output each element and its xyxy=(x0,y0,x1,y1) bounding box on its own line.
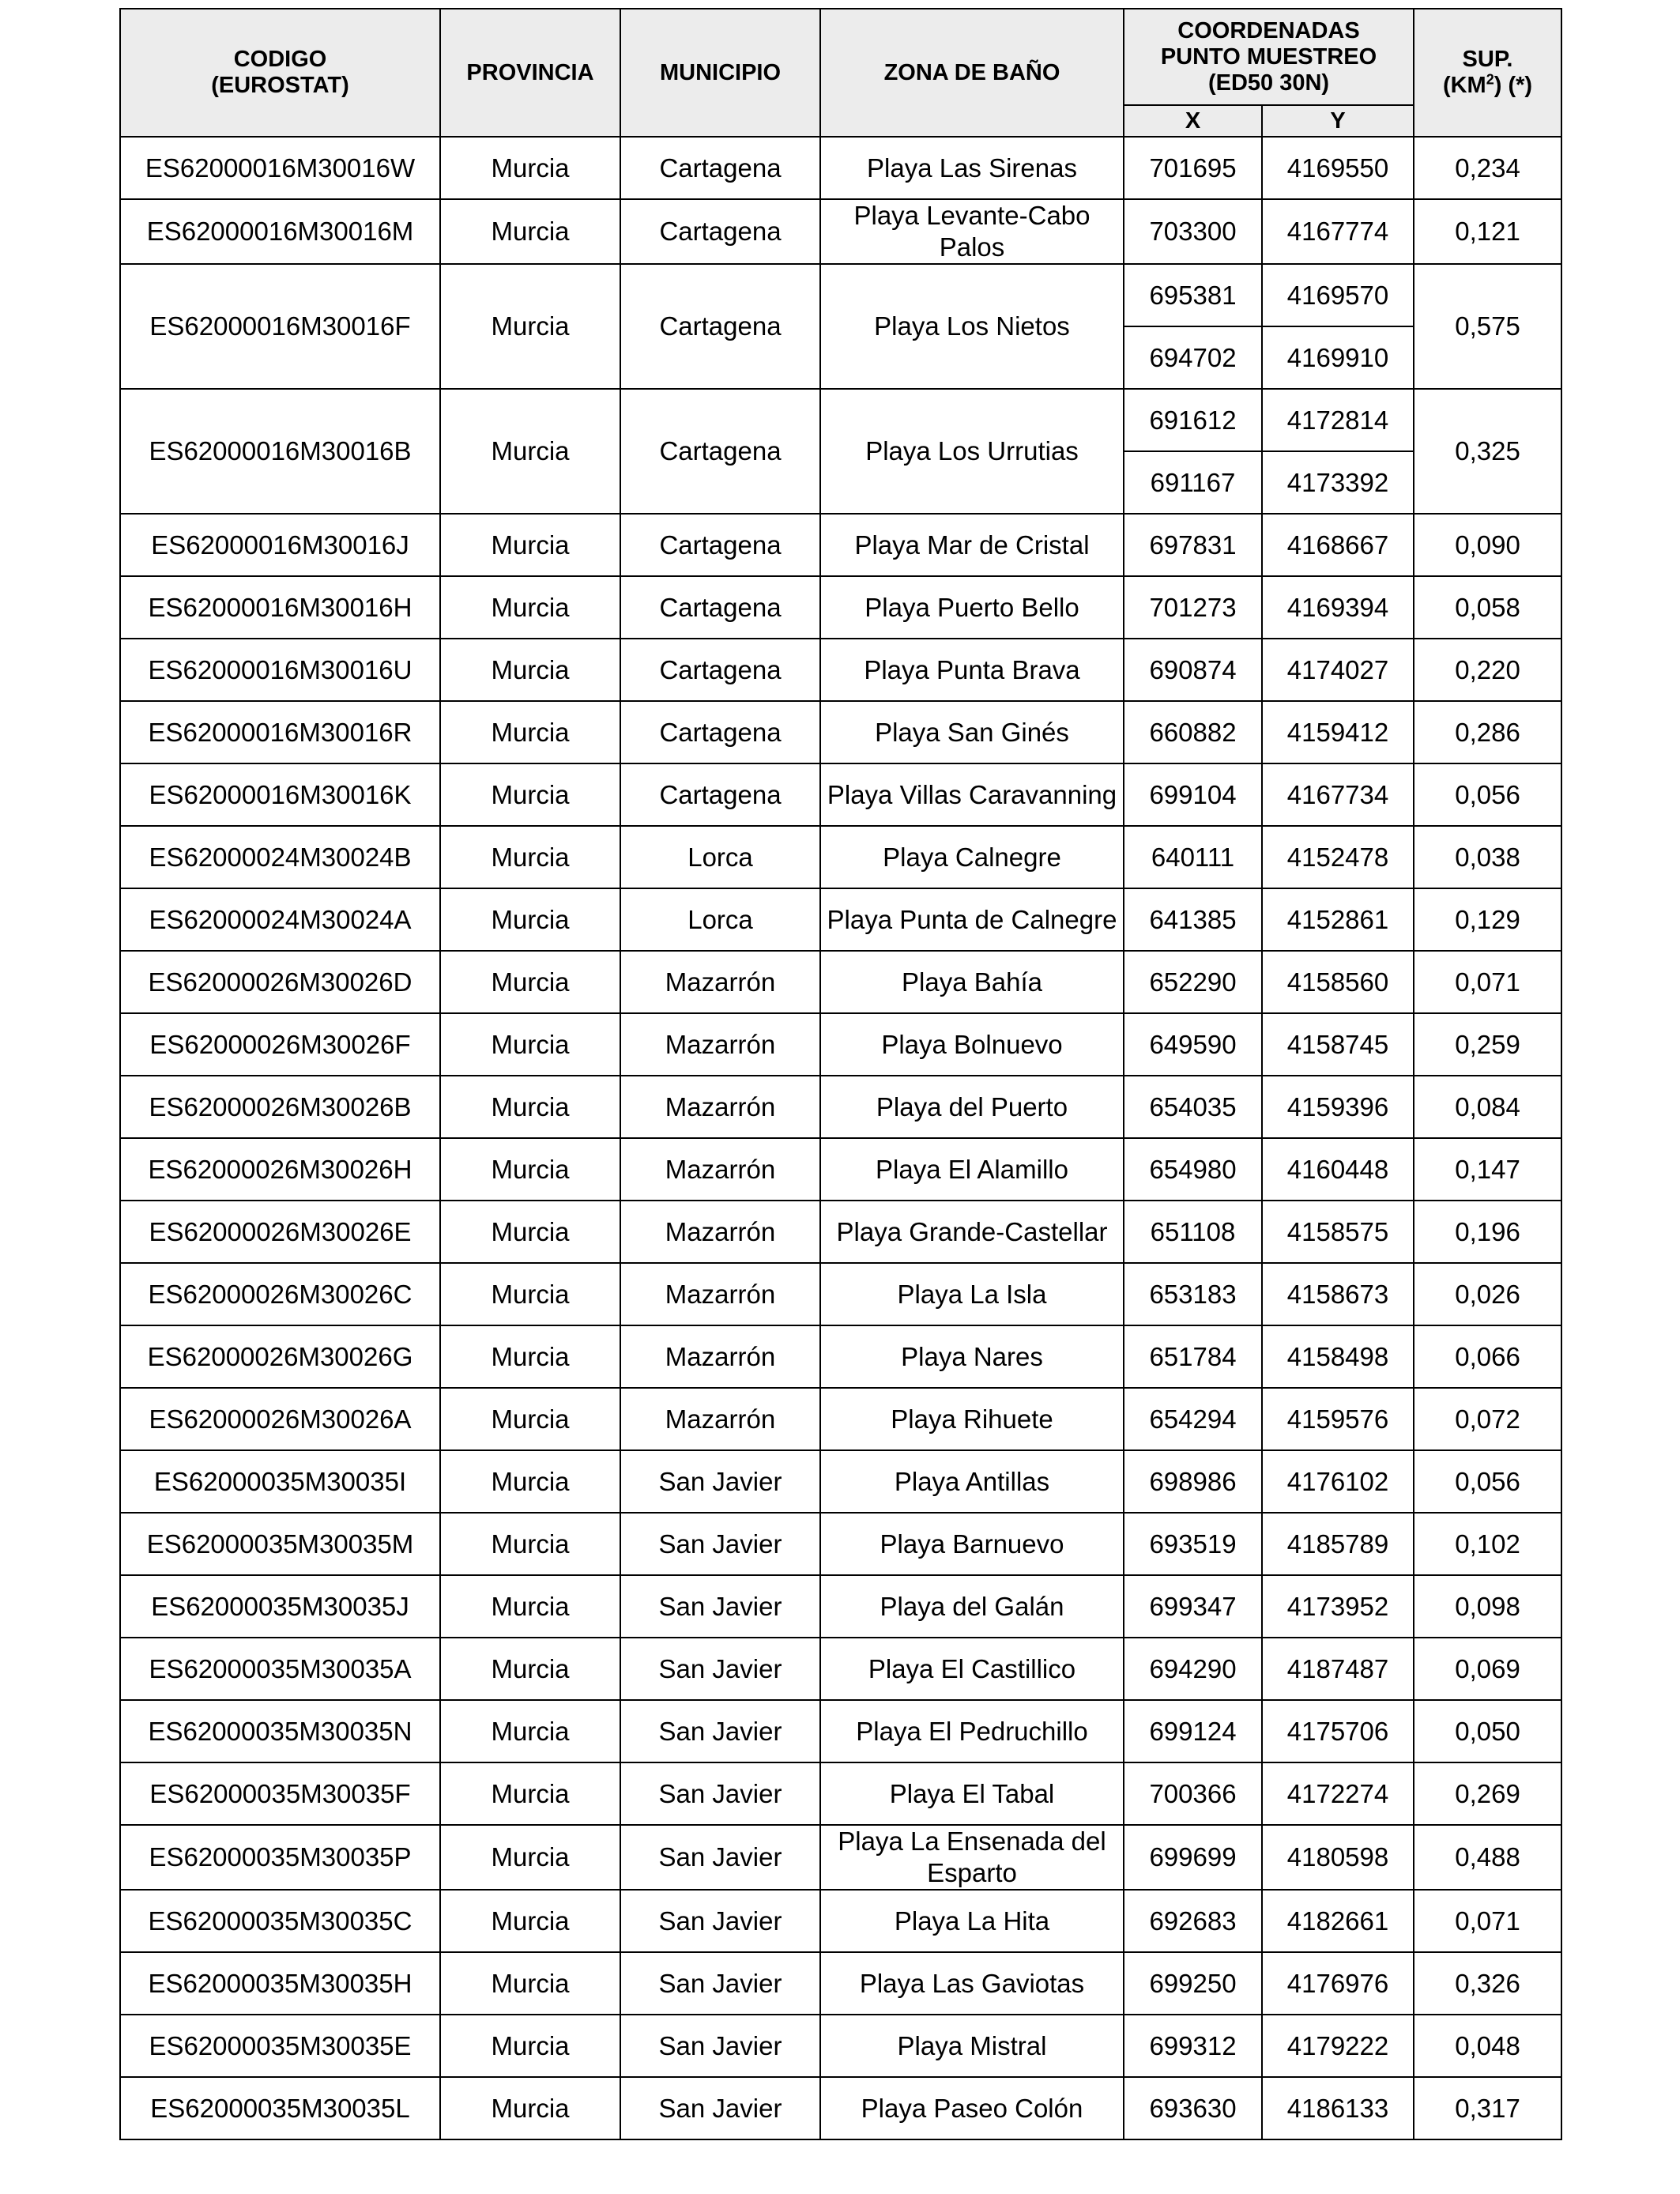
cell-x: 649590 xyxy=(1124,1013,1262,1076)
header-zona: ZONA DE BAÑO xyxy=(820,9,1124,137)
cell-x: 654980 xyxy=(1124,1138,1262,1201)
cell-y: 4186133 xyxy=(1262,2077,1414,2139)
cell-x: 691167 xyxy=(1124,451,1262,514)
cell-municipio: Cartagena xyxy=(620,639,820,701)
table-row xyxy=(120,1575,1561,1638)
cell-y: 4158560 xyxy=(1262,951,1414,1013)
cell-municipio: Mazarrón xyxy=(620,951,820,1013)
cell-y: 4169910 xyxy=(1262,326,1414,389)
table-row xyxy=(120,701,1561,763)
cell-sup: 0,269 xyxy=(1414,1762,1561,1825)
cell-municipio: Cartagena xyxy=(620,389,820,514)
cell-x: 699104 xyxy=(1124,763,1262,826)
cell-sup: 0,066 xyxy=(1414,1325,1561,1388)
cell-y: 4152478 xyxy=(1262,826,1414,888)
cell-zona: Playa Punta de Calnegre xyxy=(820,888,1124,951)
cell-zona: Playa Punta Brava xyxy=(820,639,1124,701)
cell-sup: 0,038 xyxy=(1414,826,1561,888)
cell-codigo: ES62000035M30035C xyxy=(120,1890,440,1952)
cell-codigo: ES62000016M30016H xyxy=(120,576,440,639)
cell-x: 653183 xyxy=(1124,1263,1262,1325)
cell-municipio: San Javier xyxy=(620,1762,820,1825)
cell-provincia: Murcia xyxy=(440,1450,620,1513)
cell-x: 697831 xyxy=(1124,514,1262,576)
cell-codigo: ES62000024M30024A xyxy=(120,888,440,951)
cell-codigo: ES62000026M30026F xyxy=(120,1013,440,1076)
cell-provincia: Murcia xyxy=(440,2077,620,2139)
cell-x: 652290 xyxy=(1124,951,1262,1013)
cell-zona: Playa El Alamillo xyxy=(820,1138,1124,1201)
cell-sup: 0,286 xyxy=(1414,701,1561,763)
header-provincia: PROVINCIA xyxy=(440,9,620,137)
cell-x: 699124 xyxy=(1124,1700,1262,1762)
cell-y: 4185789 xyxy=(1262,1513,1414,1575)
cell-x: 660882 xyxy=(1124,701,1262,763)
table-row xyxy=(120,1700,1561,1762)
cell-codigo: ES62000035M30035H xyxy=(120,1952,440,2015)
cell-codigo: ES62000016M30016B xyxy=(120,389,440,514)
cell-zona: Playa Nares xyxy=(820,1325,1124,1388)
table-row xyxy=(120,1013,1561,1076)
cell-y: 4158498 xyxy=(1262,1325,1414,1388)
cell-codigo: ES62000035M30035J xyxy=(120,1575,440,1638)
cell-municipio: San Javier xyxy=(620,1575,820,1638)
table-header xyxy=(120,9,1561,137)
cell-provincia: Murcia xyxy=(440,514,620,576)
cell-provincia: Murcia xyxy=(440,389,620,514)
table-row xyxy=(120,1762,1561,1825)
table-row xyxy=(120,1513,1561,1575)
cell-codigo: ES62000016M30016U xyxy=(120,639,440,701)
cell-y: 4160448 xyxy=(1262,1138,1414,1201)
table-row xyxy=(120,199,1561,264)
cell-sup: 0,317 xyxy=(1414,2077,1561,2139)
cell-x: 703300 xyxy=(1124,199,1262,264)
cell-municipio: San Javier xyxy=(620,1513,820,1575)
cell-y: 4169394 xyxy=(1262,576,1414,639)
cell-municipio: Mazarrón xyxy=(620,1076,820,1138)
cell-sup: 0,084 xyxy=(1414,1076,1561,1138)
cell-codigo: ES62000035M30035N xyxy=(120,1700,440,1762)
cell-y: 4159412 xyxy=(1262,701,1414,763)
cell-sup: 0,026 xyxy=(1414,1263,1561,1325)
cell-provincia: Murcia xyxy=(440,826,620,888)
table-row xyxy=(120,763,1561,826)
cell-sup: 0,325 xyxy=(1414,389,1561,514)
cell-municipio: Cartagena xyxy=(620,137,820,199)
table-row xyxy=(120,1890,1561,1952)
cell-codigo: ES62000016M30016W xyxy=(120,137,440,199)
cell-sup: 0,048 xyxy=(1414,2015,1561,2077)
cell-sup: 0,056 xyxy=(1414,1450,1561,1513)
cell-provincia: Murcia xyxy=(440,763,620,826)
cell-provincia: Murcia xyxy=(440,1575,620,1638)
cell-x: 651784 xyxy=(1124,1325,1262,1388)
cell-provincia: Murcia xyxy=(440,639,620,701)
header-municipio: MUNICIPIO xyxy=(620,9,820,137)
cell-municipio: San Javier xyxy=(620,1952,820,2015)
cell-y: 4176102 xyxy=(1262,1450,1414,1513)
cell-codigo: ES62000026M30026C xyxy=(120,1263,440,1325)
cell-zona: Playa El Castillico xyxy=(820,1638,1124,1700)
cell-municipio: Cartagena xyxy=(620,763,820,826)
cell-provincia: Murcia xyxy=(440,1076,620,1138)
cell-municipio: Lorca xyxy=(620,826,820,888)
cell-codigo: ES62000035M30035P xyxy=(120,1825,440,1890)
cell-sup: 0,071 xyxy=(1414,951,1561,1013)
cell-y: 4159396 xyxy=(1262,1076,1414,1138)
cell-provincia: Murcia xyxy=(440,888,620,951)
cell-x: 693630 xyxy=(1124,2077,1262,2139)
cell-y: 4158673 xyxy=(1262,1263,1414,1325)
cell-sup: 0,069 xyxy=(1414,1638,1561,1700)
cell-zona: Playa Mar de Cristal xyxy=(820,514,1124,576)
cell-codigo: ES62000026M30026G xyxy=(120,1325,440,1388)
table-row xyxy=(120,1201,1561,1263)
cell-zona: Playa San Ginés xyxy=(820,701,1124,763)
header-codigo: CODIGO (EUROSTAT) xyxy=(120,9,440,137)
cell-provincia: Murcia xyxy=(440,1388,620,1450)
cell-provincia: Murcia xyxy=(440,1325,620,1388)
cell-municipio: San Javier xyxy=(620,1825,820,1890)
cell-sup: 0,121 xyxy=(1414,199,1561,264)
cell-x: 699250 xyxy=(1124,1952,1262,2015)
cell-zona: Playa El Pedruchillo xyxy=(820,1700,1124,1762)
cell-sup: 0,220 xyxy=(1414,639,1561,701)
table-row xyxy=(120,1076,1561,1138)
table-row xyxy=(120,1388,1561,1450)
cell-municipio: Mazarrón xyxy=(620,1201,820,1263)
cell-codigo: ES62000016M30016K xyxy=(120,763,440,826)
table-row xyxy=(120,826,1561,888)
cell-y: 4169550 xyxy=(1262,137,1414,199)
cell-provincia: Murcia xyxy=(440,1762,620,1825)
cell-municipio: Cartagena xyxy=(620,576,820,639)
cell-y: 4159576 xyxy=(1262,1388,1414,1450)
table-row xyxy=(120,1450,1561,1513)
cell-zona: Playa Bahía xyxy=(820,951,1124,1013)
cell-codigo: ES62000035M30035E xyxy=(120,2015,440,2077)
cell-zona: Playa La Isla xyxy=(820,1263,1124,1325)
header-x: X xyxy=(1124,105,1262,137)
table-row xyxy=(120,1138,1561,1201)
cell-municipio: Mazarrón xyxy=(620,1263,820,1325)
cell-sup: 0,050 xyxy=(1414,1700,1561,1762)
cell-provincia: Murcia xyxy=(440,1513,620,1575)
cell-y: 4180598 xyxy=(1262,1825,1414,1890)
cell-x: 701695 xyxy=(1124,137,1262,199)
cell-provincia: Murcia xyxy=(440,951,620,1013)
cell-x: 693519 xyxy=(1124,1513,1262,1575)
cell-zona: Playa La Hita xyxy=(820,1890,1124,1952)
header-y: Y xyxy=(1262,105,1414,137)
table-row xyxy=(120,639,1561,701)
cell-municipio: Lorca xyxy=(620,888,820,951)
cell-zona: Playa Las Gaviotas xyxy=(820,1952,1124,2015)
cell-sup: 0,575 xyxy=(1414,264,1561,389)
cell-zona: Playa Bolnuevo xyxy=(820,1013,1124,1076)
table-row xyxy=(120,264,1561,326)
cell-y: 4167774 xyxy=(1262,199,1414,264)
cell-provincia: Murcia xyxy=(440,576,620,639)
cell-municipio: San Javier xyxy=(620,1700,820,1762)
cell-y: 4152861 xyxy=(1262,888,1414,951)
cell-sup: 0,326 xyxy=(1414,1952,1561,2015)
cell-codigo: ES62000035M30035F xyxy=(120,1762,440,1825)
cell-zona: Playa El Tabal xyxy=(820,1762,1124,1825)
cell-provincia: Murcia xyxy=(440,701,620,763)
header-sup: SUP. $(KM^2)$ (*) xyxy=(1414,9,1561,137)
header-coordenadas: COORDENADAS PUNTO MUESTREO (ED50 30N) xyxy=(1124,9,1414,105)
cell-y: 4167734 xyxy=(1262,763,1414,826)
cell-zona: Playa Levante-Cabo Palos xyxy=(820,199,1124,264)
cell-zona: Playa Barnuevo xyxy=(820,1513,1124,1575)
cell-zona: Playa Antillas xyxy=(820,1450,1124,1513)
cell-municipio: Mazarrón xyxy=(620,1013,820,1076)
cell-x: 699312 xyxy=(1124,2015,1262,2077)
cell-x: 694290 xyxy=(1124,1638,1262,1700)
cell-y: 4182661 xyxy=(1262,1890,1414,1952)
cell-sup: 0,090 xyxy=(1414,514,1561,576)
cell-codigo: ES62000024M30024B xyxy=(120,826,440,888)
cell-municipio: Mazarrón xyxy=(620,1325,820,1388)
cell-sup: 0,234 xyxy=(1414,137,1561,199)
cell-municipio: Cartagena xyxy=(620,199,820,264)
cell-municipio: San Javier xyxy=(620,2077,820,2139)
cell-zona: Playa del Galán xyxy=(820,1575,1124,1638)
cell-y: 4169570 xyxy=(1262,264,1414,326)
cell-zona: Playa La Ensenada del Esparto xyxy=(820,1825,1124,1890)
table-row xyxy=(120,2077,1561,2139)
cell-provincia: Murcia xyxy=(440,2015,620,2077)
cell-provincia: Murcia xyxy=(440,1952,620,2015)
table-row xyxy=(120,389,1561,451)
cell-y: 4179222 xyxy=(1262,2015,1414,2077)
cell-y: 4158575 xyxy=(1262,1201,1414,1263)
cell-x: 694702 xyxy=(1124,326,1262,389)
cell-municipio: Cartagena xyxy=(620,264,820,389)
cell-provincia: Murcia xyxy=(440,137,620,199)
cell-municipio: San Javier xyxy=(620,1450,820,1513)
cell-x: 654294 xyxy=(1124,1388,1262,1450)
table-row xyxy=(120,1325,1561,1388)
cell-provincia: Murcia xyxy=(440,1638,620,1700)
table-row xyxy=(120,1263,1561,1325)
cell-codigo: ES62000026M30026D xyxy=(120,951,440,1013)
cell-sup: 0,071 xyxy=(1414,1890,1561,1952)
cell-x: 654035 xyxy=(1124,1076,1262,1138)
cell-codigo: ES62000016M30016R xyxy=(120,701,440,763)
table-row xyxy=(120,1638,1561,1700)
cell-x: 699347 xyxy=(1124,1575,1262,1638)
cell-zona: Playa Rihuete xyxy=(820,1388,1124,1450)
beach-table xyxy=(119,8,1562,2140)
cell-y: 4174027 xyxy=(1262,639,1414,701)
cell-codigo: ES62000016M30016M xyxy=(120,199,440,264)
cell-provincia: Murcia xyxy=(440,264,620,389)
table-row xyxy=(120,1825,1561,1890)
cell-x: 701273 xyxy=(1124,576,1262,639)
table-row xyxy=(120,951,1561,1013)
cell-x: 692683 xyxy=(1124,1890,1262,1952)
cell-municipio: San Javier xyxy=(620,2015,820,2077)
cell-zona: Playa Calnegre xyxy=(820,826,1124,888)
cell-y: 4172814 xyxy=(1262,389,1414,451)
cell-sup: 0,147 xyxy=(1414,1138,1561,1201)
cell-zona: Playa del Puerto xyxy=(820,1076,1124,1138)
cell-sup: 0,098 xyxy=(1414,1575,1561,1638)
cell-provincia: Murcia xyxy=(440,1013,620,1076)
cell-x: 695381 xyxy=(1124,264,1262,326)
cell-x: 691612 xyxy=(1124,389,1262,451)
cell-sup: 0,259 xyxy=(1414,1013,1561,1076)
cell-sup: 0,488 xyxy=(1414,1825,1561,1890)
cell-municipio: Cartagena xyxy=(620,514,820,576)
cell-codigo: ES62000035M30035M xyxy=(120,1513,440,1575)
cell-sup: 0,102 xyxy=(1414,1513,1561,1575)
cell-zona: Playa Las Sirenas xyxy=(820,137,1124,199)
table-body xyxy=(120,137,1561,2139)
cell-provincia: Murcia xyxy=(440,199,620,264)
cell-sup: 0,196 xyxy=(1414,1201,1561,1263)
cell-sup: 0,072 xyxy=(1414,1388,1561,1450)
cell-zona: Playa Grande-Castellar xyxy=(820,1201,1124,1263)
cell-codigo: ES62000035M30035L xyxy=(120,2077,440,2139)
cell-y: 4187487 xyxy=(1262,1638,1414,1700)
cell-x: 651108 xyxy=(1124,1201,1262,1263)
table-row xyxy=(120,2015,1561,2077)
table-row xyxy=(120,514,1561,576)
cell-municipio: Cartagena xyxy=(620,701,820,763)
cell-x: 699699 xyxy=(1124,1825,1262,1890)
cell-x: 698986 xyxy=(1124,1450,1262,1513)
cell-x: 690874 xyxy=(1124,639,1262,701)
cell-x: 700366 xyxy=(1124,1762,1262,1825)
cell-zona: Playa Paseo Colón xyxy=(820,2077,1124,2139)
cell-zona: Playa Los Urrutias xyxy=(820,389,1124,514)
cell-zona: Playa Mistral xyxy=(820,2015,1124,2077)
cell-codigo: ES62000026M30026H xyxy=(120,1138,440,1201)
table-row xyxy=(120,137,1561,199)
cell-sup: 0,056 xyxy=(1414,763,1561,826)
cell-codigo: ES62000035M30035I xyxy=(120,1450,440,1513)
cell-municipio: San Javier xyxy=(620,1638,820,1700)
cell-y: 4173952 xyxy=(1262,1575,1414,1638)
cell-y: 4158745 xyxy=(1262,1013,1414,1076)
cell-codigo: ES62000016M30016J xyxy=(120,514,440,576)
cell-zona: Playa Villas Caravanning xyxy=(820,763,1124,826)
table-row xyxy=(120,1952,1561,2015)
cell-provincia: Murcia xyxy=(440,1263,620,1325)
cell-x: 641385 xyxy=(1124,888,1262,951)
cell-y: 4175706 xyxy=(1262,1700,1414,1762)
cell-municipio: Mazarrón xyxy=(620,1138,820,1201)
cell-y: 4173392 xyxy=(1262,451,1414,514)
cell-sup: 0,058 xyxy=(1414,576,1561,639)
table-row xyxy=(120,888,1561,951)
cell-codigo: ES62000026M30026A xyxy=(120,1388,440,1450)
cell-municipio: San Javier xyxy=(620,1890,820,1952)
cell-codigo: ES62000026M30026B xyxy=(120,1076,440,1138)
cell-y: 4176976 xyxy=(1262,1952,1414,2015)
cell-provincia: Murcia xyxy=(440,1825,620,1890)
cell-codigo: ES62000035M30035A xyxy=(120,1638,440,1700)
table-row xyxy=(120,576,1561,639)
cell-y: 4172274 xyxy=(1262,1762,1414,1825)
cell-y: 4168667 xyxy=(1262,514,1414,576)
cell-provincia: Murcia xyxy=(440,1890,620,1952)
cell-zona: Playa Los Nietos xyxy=(820,264,1124,389)
cell-provincia: Murcia xyxy=(440,1201,620,1263)
cell-codigo: ES62000026M30026E xyxy=(120,1201,440,1263)
cell-sup: 0,129 xyxy=(1414,888,1561,951)
cell-codigo: ES62000016M30016F xyxy=(120,264,440,389)
cell-x: 640111 xyxy=(1124,826,1262,888)
cell-provincia: Murcia xyxy=(440,1700,620,1762)
cell-provincia: Murcia xyxy=(440,1138,620,1201)
cell-zona: Playa Puerto Bello xyxy=(820,576,1124,639)
cell-municipio: Mazarrón xyxy=(620,1388,820,1450)
